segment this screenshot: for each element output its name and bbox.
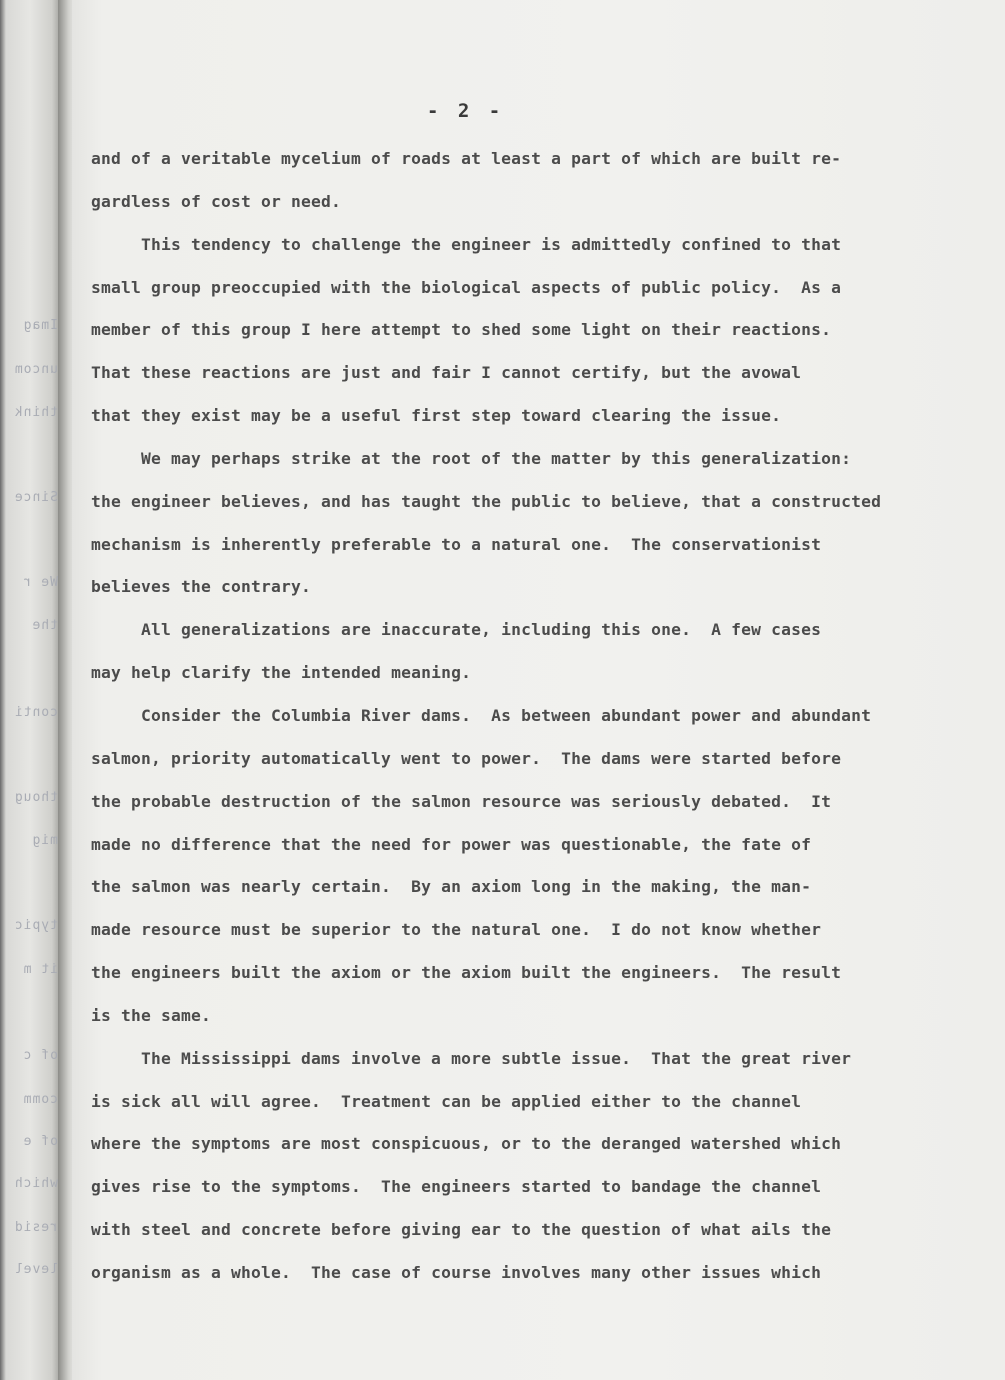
bleed-through-text: think bbox=[13, 405, 58, 420]
text-line: mechanism is inherently preferable to a natural one. The conservationist bbox=[91, 534, 822, 554]
bleed-through-text: Since bbox=[13, 490, 58, 505]
text-line: the engineers built the axiom or the axiom built the engineers. The result bbox=[91, 963, 842, 983]
bleed-through-text: of e bbox=[22, 1134, 58, 1149]
bleed-through-text: We r bbox=[22, 575, 58, 590]
bleed-through-text: the bbox=[31, 618, 58, 633]
text-line: made resource must be superior to the natural one. I do not know whether bbox=[91, 920, 822, 940]
text-line: gives rise to the symptoms. The engineers started to bandage the channel bbox=[91, 1177, 822, 1197]
bleed-through-text: resid bbox=[13, 1220, 58, 1235]
bleed-through-text: mig bbox=[31, 833, 58, 848]
facing-page-edge bbox=[0, 0, 62, 1380]
text-line: may help clarify the intended meaning. bbox=[91, 663, 472, 683]
text-line: small group preoccupied with the biological aspects of public policy. As a bbox=[91, 277, 842, 297]
text-line: made no difference that the need for power was questionable, the fate of bbox=[91, 834, 812, 854]
bleed-through-text: level bbox=[13, 1262, 58, 1277]
bleed-through-text: Imag bbox=[22, 318, 58, 333]
text-line: the salmon was nearly certain. By an axiom long in the making, the man- bbox=[91, 877, 812, 897]
text-line: member of this group I here attempt to shed some light on their reactions. bbox=[91, 320, 832, 340]
body-text bbox=[91, 144, 971, 1301]
bleed-through-text: comm bbox=[22, 1092, 58, 1107]
text-line: where the symptoms are most conspicuous, or to the deranged watershed which bbox=[91, 1134, 842, 1154]
bleed-through-text: it m bbox=[22, 962, 58, 977]
text-line: is the same. bbox=[91, 1005, 212, 1025]
text-line: the engineer believes, and has taught the public to believe, that a constructed bbox=[91, 491, 882, 511]
bleed-through-text: thoug bbox=[13, 790, 58, 805]
document-page bbox=[72, 0, 1005, 1380]
text-line: believes the contrary. bbox=[91, 577, 312, 597]
text-line: salmon, priority automatically went to power. The dams were started before bbox=[91, 748, 842, 768]
text-line: gardless of cost or need. bbox=[91, 191, 342, 211]
text-line: the probable destruction of the salmon resource was seriously debated. It bbox=[91, 791, 832, 811]
text-line: and of a veritable mycelium of roads at least a part of which are built re- bbox=[91, 149, 842, 168]
text-line: All generalizations are inaccurate, including this one. A few cases bbox=[141, 620, 822, 640]
page-number: - 2 - bbox=[427, 100, 505, 122]
bleed-through-text: of c bbox=[22, 1048, 58, 1063]
bleed-through-text: uncom bbox=[13, 362, 58, 377]
text-line: This tendency to challenge the engineer is admittedly confined to that bbox=[141, 234, 842, 254]
text-line: is sick all will agree. Treatment can be applied either to the channel bbox=[91, 1091, 802, 1111]
text-line: We may perhaps strike at the root of the matter by this generalization: bbox=[141, 448, 852, 468]
bleed-through-text: conti bbox=[13, 705, 58, 720]
text-line: that they exist may be a useful first step toward clearing the issue. bbox=[91, 406, 782, 426]
text-line: with steel and concrete before giving ear to the question of what ails the bbox=[91, 1220, 832, 1240]
bleed-through-text: typic bbox=[13, 918, 58, 933]
text-line: That these reactions are just and fair I cannot certify, but the avowal bbox=[91, 363, 802, 383]
text-line: organism as a whole. The case of course involves many other issues which bbox=[91, 1262, 822, 1282]
text-line: Consider the Columbia River dams. As between abundant power and abundant bbox=[141, 705, 872, 725]
text-line: The Mississippi dams involve a more subtle issue. That the great river bbox=[141, 1048, 852, 1068]
bleed-through-text: which bbox=[13, 1176, 58, 1191]
